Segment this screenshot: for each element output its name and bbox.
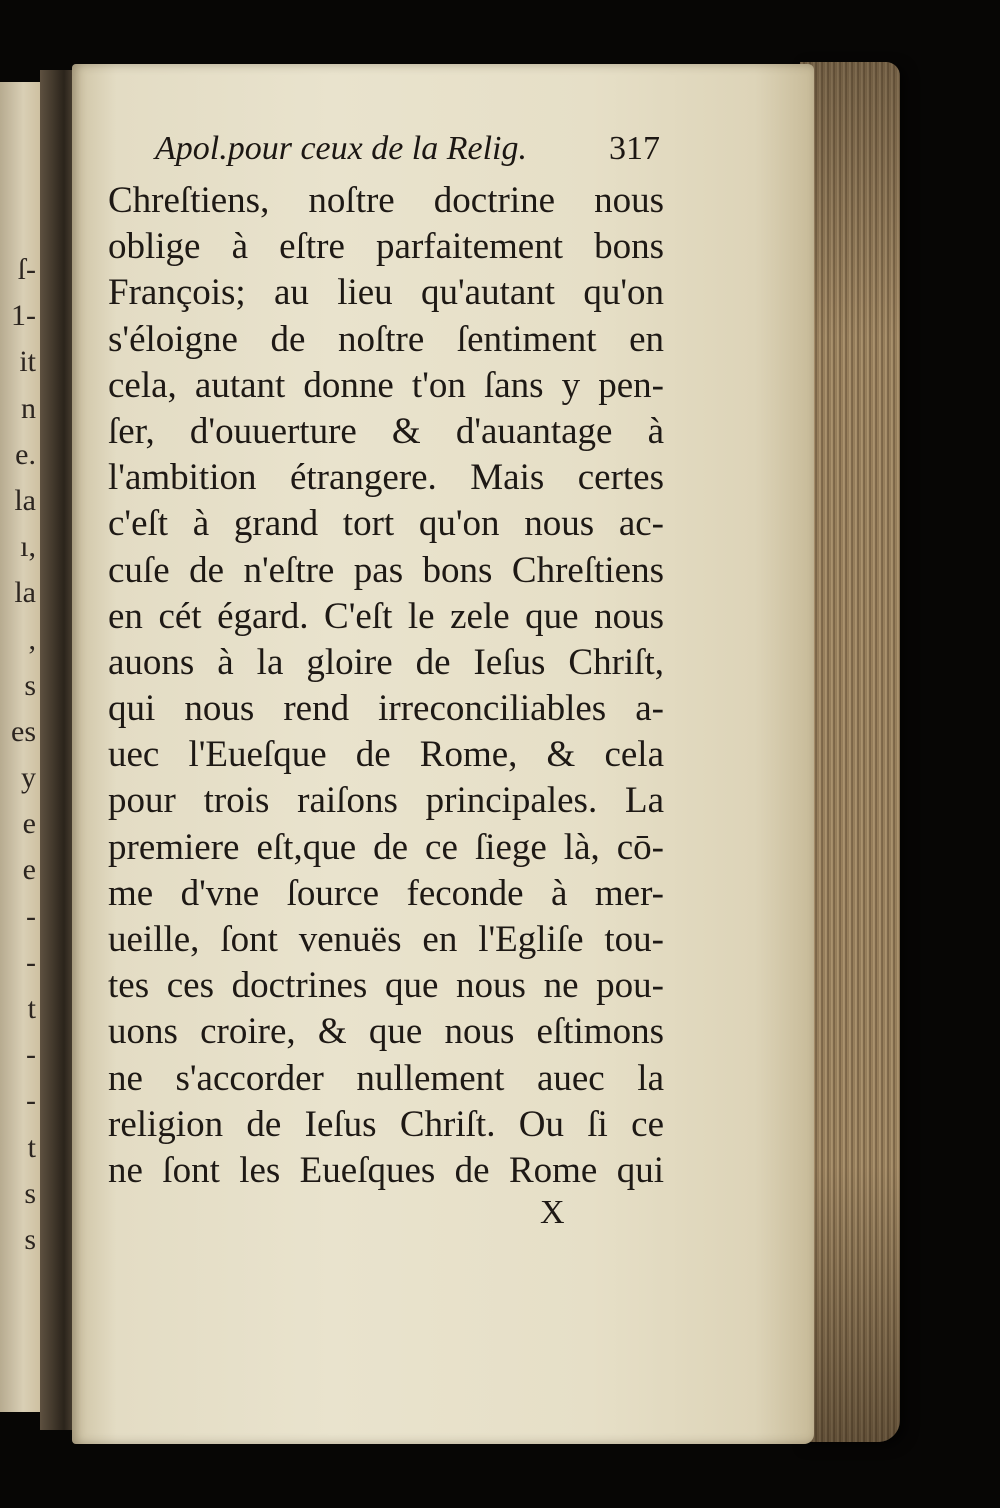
fragment: -	[26, 1084, 36, 1118]
text-line: tes ces doctrines que nous ne pou-	[108, 965, 664, 1007]
fragment: ,	[28, 622, 36, 656]
text-line: ſer, d'ouuerture & d'auantage à	[108, 410, 664, 452]
fragment: ı,	[20, 530, 36, 564]
fragment: it	[19, 345, 36, 379]
text-line: cuſe de n'eſtre pas bons Chreſtiens	[108, 549, 664, 591]
text-line: qui nous rend irreconciliables a-	[108, 688, 664, 730]
fragment: -	[26, 945, 36, 979]
text-line: uons croire, & que nous eſtimons	[108, 1011, 664, 1053]
text-line: ueille, ſont venuës en l'Egliſe tou-	[108, 919, 664, 960]
running-head-title: Apol.pour ceux de la Relig.	[155, 130, 528, 167]
fragment: la	[14, 576, 36, 610]
text-line: uec l'Eueſque de Rome, & cela	[108, 734, 664, 776]
signature-mark: X	[540, 1194, 565, 1231]
fragment: t	[27, 1130, 36, 1164]
fragment: y	[21, 761, 36, 795]
text-line: ne ſont les Eueſques de Rome qui	[108, 1149, 664, 1191]
text-line: ne s'accorder nullement auec la	[108, 1057, 664, 1099]
fragment: n	[21, 391, 36, 425]
fragment: e	[22, 807, 36, 841]
text-line: c'eſt à grand tort qu'on nous ac-	[108, 503, 664, 545]
fragment: s	[24, 668, 36, 702]
fragment: es	[11, 714, 36, 748]
text-line: religion de Ieſus Chriſt. Ou ſi ce	[108, 1103, 664, 1145]
fragment: s	[24, 1176, 36, 1210]
fragment: -	[26, 899, 36, 933]
text-line: cela, autant donne t'on ſans y pen-	[108, 364, 664, 406]
fragment: ſ-	[17, 253, 36, 286]
running-head	[155, 130, 660, 180]
previous-page-text	[0, 247, 40, 1263]
text-line: me d'vne ſource feconde à mer-	[108, 872, 664, 914]
text-line: Chreſtiens, noſtre doctrine nous	[108, 180, 664, 221]
fragment: -	[26, 1038, 36, 1072]
fragment: e	[22, 853, 36, 887]
fragment: e.	[15, 437, 36, 471]
text-line: s'éloigne de noſtre ſentiment en	[108, 318, 664, 360]
fragment: la	[14, 483, 36, 517]
text-line: oblige à eſtre parfaitement bons	[108, 226, 664, 268]
page-edges	[800, 62, 900, 1442]
text-line: François; au lieu qu'autant qu'on	[108, 272, 664, 314]
page-number: 317	[609, 130, 660, 167]
fragment: s	[24, 1222, 36, 1256]
fragment: t	[27, 992, 36, 1025]
body-text	[108, 178, 664, 1194]
fragment: 1-	[11, 299, 36, 333]
text-line: auons à la gloire de Ieſus Chriſt,	[108, 641, 664, 683]
text-line: en cét égard. C'eſt le zele que nous	[108, 595, 664, 637]
text-line: pour trois raiſons principales. La	[108, 780, 664, 822]
text-line: premiere eſt,que de ce ſiege là, cō-	[108, 826, 664, 868]
text-line: l'ambition étrangere. Mais certes	[108, 457, 664, 499]
